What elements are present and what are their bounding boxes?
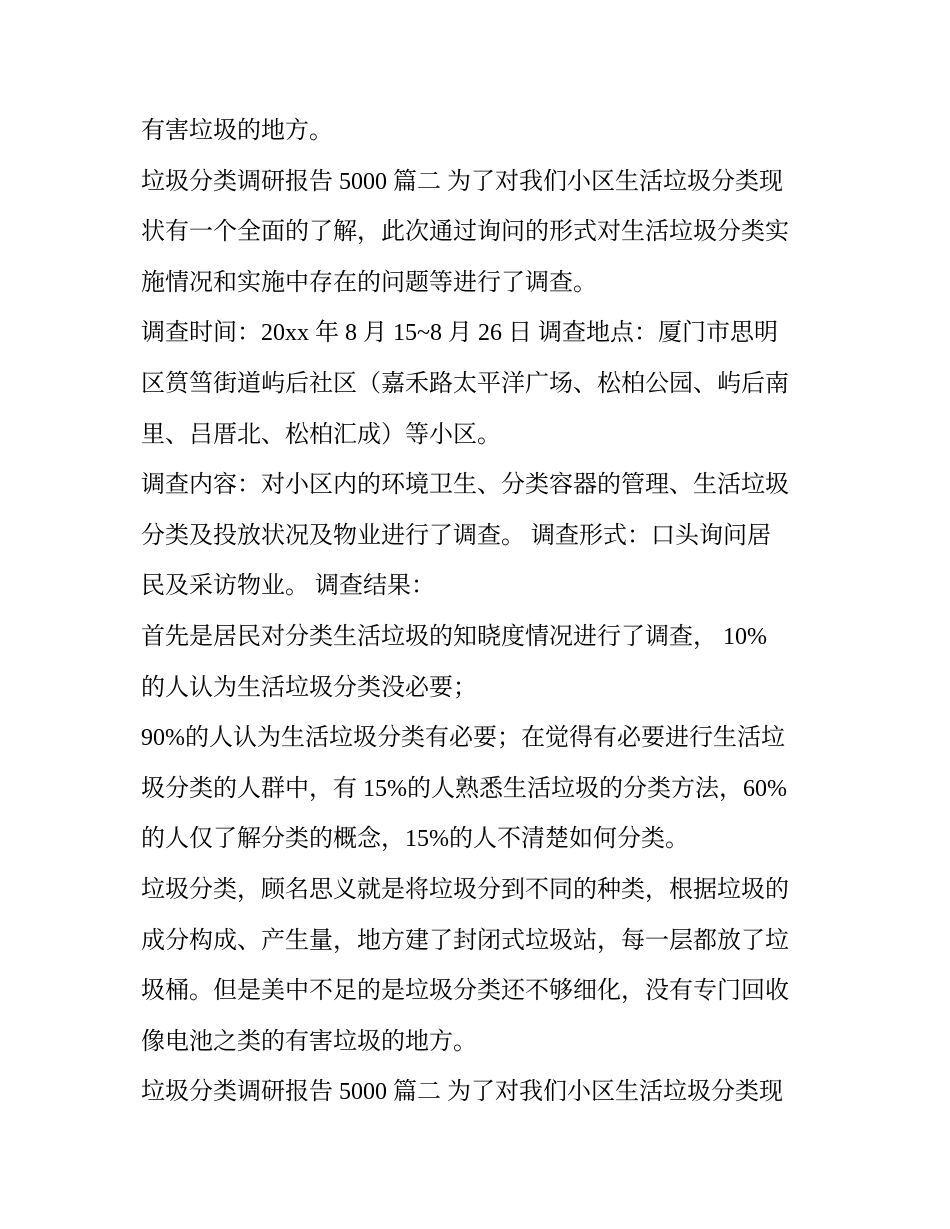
text-line: 90%的人认为生活垃圾分类有必要；在觉得有必要进行生活垃 (141, 725, 785, 752)
text-line: 首先是居民对分类生活垃圾的知晓度情况进行了调查， 10% (141, 623, 767, 650)
text-line: 圾分类的人群中，有 15%的人熟悉生活垃圾的分类方法，60% (141, 775, 787, 802)
text-line: 垃圾分类调研报告 5000 篇二 为了对我们小区生活垃圾分类现 (141, 1079, 783, 1106)
text-line: 有害垃圾的地方。 (141, 118, 333, 144)
text-line: 施情况和实施中存在的问题等进行了调查。 (141, 269, 597, 296)
text-line: 里、吕厝北、松柏汇成）等小区。 (141, 421, 501, 448)
text-line: 区筼筜街道屿后社区（嘉禾路太平洋广场、松柏公园、屿后南 (141, 370, 789, 397)
text-line: 民及采访物业。 调查结果： (141, 573, 435, 600)
text-line: 的人仅了解分类的概念，15%的人不清楚如何分类。 (141, 826, 689, 853)
text-line: 的人认为生活垃圾分类没必要； (141, 674, 477, 701)
text-line: 调查时间：20xx 年 8 月 15~8 月 26 日 调查地点：厦门市思明 (141, 320, 778, 347)
text-line: 成分构成、产生量，地方建了封闭式垃圾站，每一层都放了垃 (141, 927, 789, 954)
text-line: 像电池之类的有害垃圾的地方。 (141, 1028, 477, 1055)
text-line: 垃圾分类，顾名思义就是将垃圾分到不同的种类，根据垃圾的 (141, 876, 789, 903)
text-line: 调查内容：对小区内的环境卫生、分类容器的管理、生活垃圾 (141, 472, 789, 499)
text-line: 分类及投放状况及物业进行了调查。 调查形式：口头询问居 (141, 522, 771, 549)
text-line: 状有一个全面的了解，此次通过询问的形式对生活垃圾分类实 (141, 219, 789, 246)
document-body (141, 106, 813, 1118)
text-line: 垃圾分类调研报告 5000 篇二 为了对我们小区生活垃圾分类现 (141, 168, 783, 195)
text-line: 圾桶。但是美中不足的是垃圾分类还不够细化，没有专门回收 (141, 978, 789, 1005)
